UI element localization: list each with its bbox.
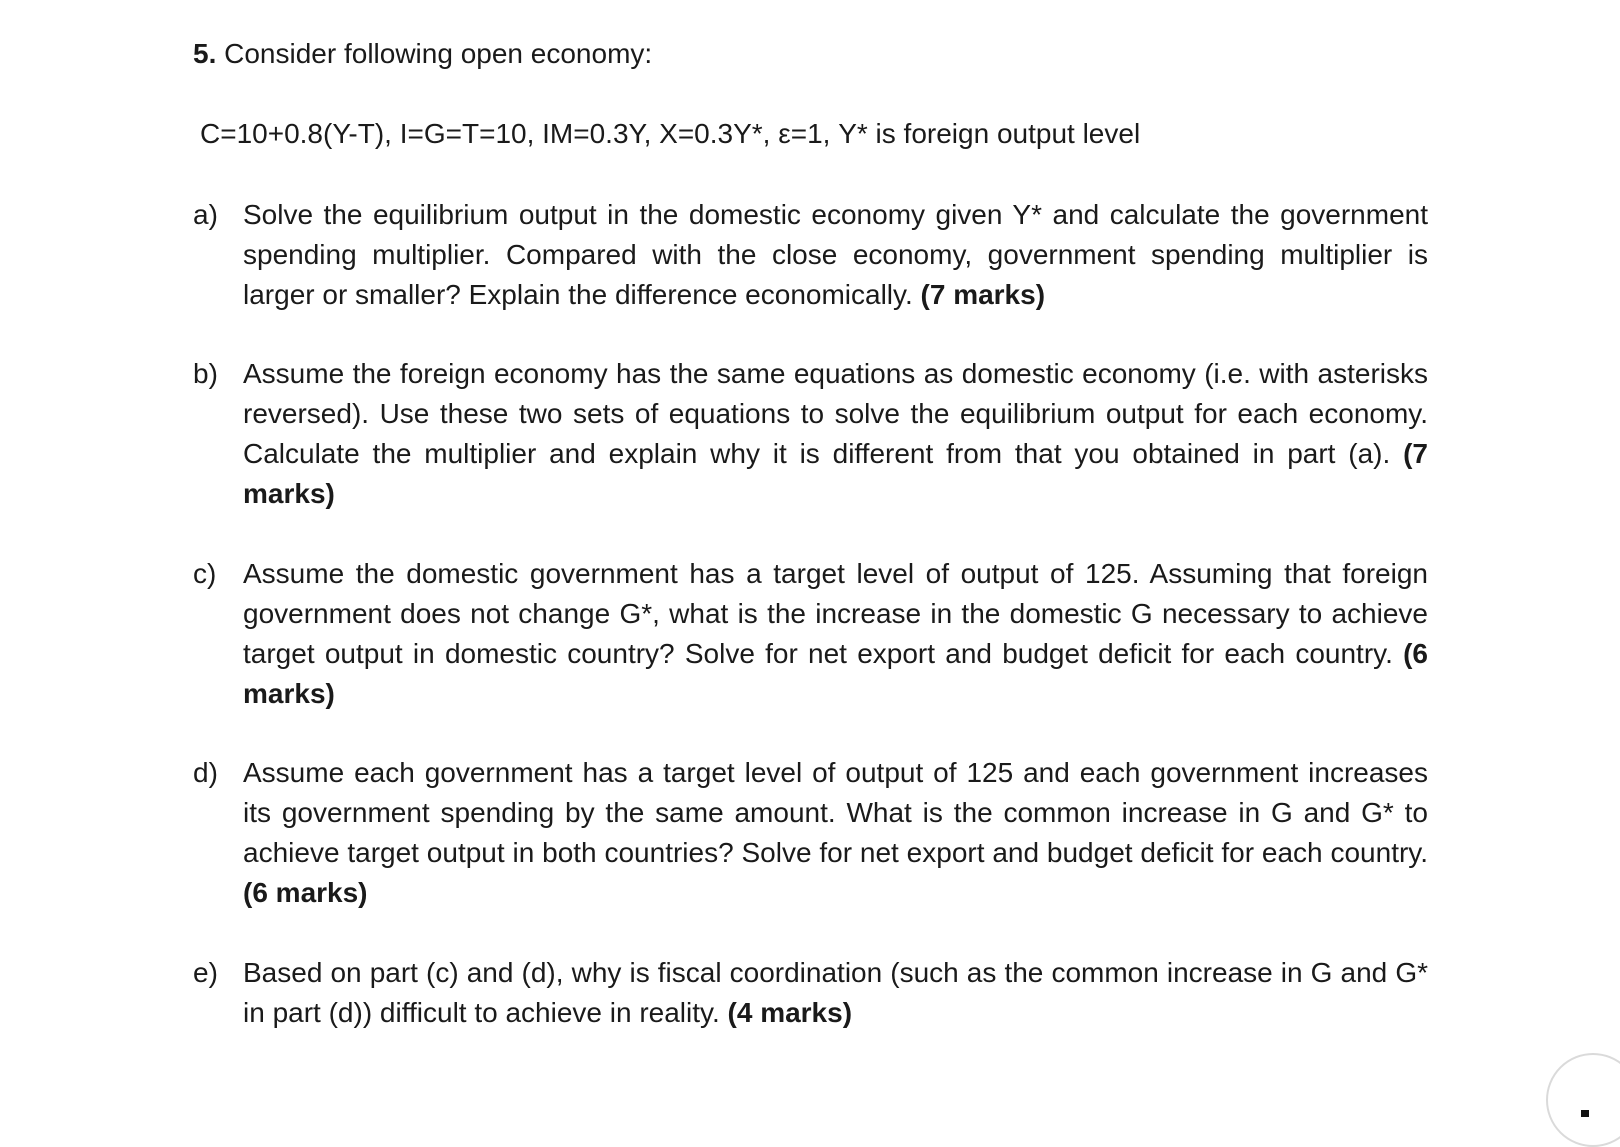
- part-text: Assume each government has a target level of output of 125 and each government increases its government spending by the same amount. What is the common increase in G and G* to achieve target output in both countries? Solve for net export and budget deficit for each country.: [243, 757, 1428, 868]
- part-body: [243, 753, 1428, 913]
- part-marks: (7 marks): [243, 438, 1428, 509]
- question-part-c: [193, 554, 1428, 714]
- part-body: [243, 195, 1428, 315]
- model-equations: C=10+0.8(Y-T), I=G=T=10, IM=0.3Y, X=0.3Y*, ε=1, Y* is foreign output level: [200, 118, 1141, 149]
- part-marks: (4 marks): [727, 997, 853, 1028]
- part-marks: (6 marks): [243, 638, 1429, 709]
- part-body: [243, 953, 1428, 1033]
- page-corner-curl: [1546, 1053, 1620, 1147]
- part-label: b): [193, 358, 218, 389]
- part-label: d): [193, 757, 218, 788]
- part-text: Based on part (c) and (d), why is fiscal coordination (such as the common increase in G and G* in part (d)) difficult to achieve in reality.: [243, 957, 1428, 1028]
- part-text: Assume the foreign economy has the same equations as domestic economy (i.e. with asterisks reversed). Use these two sets of equations to solve the equilibrium output for each economy. Calculate the multiplier and explain why it is different from that you obtained in part (a).: [243, 358, 1428, 469]
- part-label: e): [193, 957, 218, 988]
- part-marks: (6 marks): [243, 877, 368, 908]
- page-corner-mark: [1581, 1110, 1589, 1117]
- part-label: a): [193, 199, 218, 230]
- part-marks: (7 marks): [920, 279, 1046, 310]
- question-part-e: [193, 953, 1428, 1033]
- question-part-b: [193, 354, 1428, 514]
- question-part-a: [193, 195, 1428, 315]
- question-number: 5.: [193, 38, 217, 69]
- part-body: [243, 554, 1428, 714]
- part-text: Assume the domestic government has a target level of output of 125. Assuming that foreign government does not change G*, what is the increase in the domestic G necessary to achieve target output in domestic country? Solve for net export and budget deficit for each country.: [243, 558, 1428, 669]
- question-intro: Consider following open economy:: [224, 38, 653, 69]
- question-heading: [193, 36, 652, 72]
- part-body: [243, 354, 1428, 514]
- part-label: c): [193, 558, 217, 589]
- part-text: Solve the equilibrium output in the domestic economy given Y* and calculate the government spending multiplier. Compared with the close economy, government spending multiplier is larger or smaller? Explain the difference economically.: [243, 199, 1428, 310]
- question-part-d: [193, 753, 1428, 913]
